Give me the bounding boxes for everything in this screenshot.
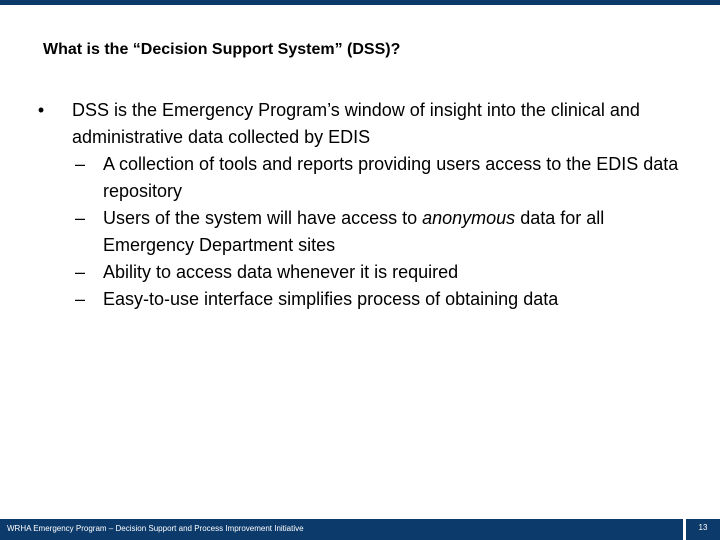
sub-bullet-text: Ability to access data whenever it is required <box>103 262 459 282</box>
sub-bullet-emphasis: anonymous <box>422 208 516 228</box>
page-number-box <box>686 519 720 540</box>
top-brand-bar <box>0 0 720 5</box>
sub-bullet-item <box>31 151 691 205</box>
sub-bullet-text: Easy-to-use interface simplifies process of obtaining data <box>103 289 559 309</box>
bullet-text: DSS is the Emergency Program’s window of insight into the clinical and administrative data collected by EDIS <box>72 100 640 147</box>
sub-bullet-item <box>31 259 691 286</box>
sub-bullet-item <box>31 286 691 313</box>
sub-bullet-list <box>31 151 691 313</box>
sub-bullet-marker: – <box>75 289 86 309</box>
sub-bullet-marker: – <box>75 154 86 174</box>
bullet-item <box>31 97 691 151</box>
sub-bullet-text-after: data for all Emergency Department sites <box>103 208 605 255</box>
footer-text: WRHA Emergency Program – Decision Support and Process Improvement Initiative <box>7 524 304 533</box>
footer-main-strip <box>0 519 683 540</box>
sub-bullet-marker: – <box>75 262 86 282</box>
sub-bullet-item <box>31 205 691 259</box>
footer-bar <box>0 519 720 540</box>
sub-bullet-text: A collection of tools and reports providing users access to the EDIS data repository <box>103 154 679 201</box>
bullet-marker: • <box>37 100 45 120</box>
slide-content <box>31 97 691 313</box>
slide-title: What is the “Decision Support System” (DSS)? <box>43 41 401 58</box>
sub-bullet-marker: – <box>75 208 86 228</box>
page-number: 13 <box>698 523 708 532</box>
sub-bullet-text-before: Users of the system will have access to <box>103 208 423 228</box>
